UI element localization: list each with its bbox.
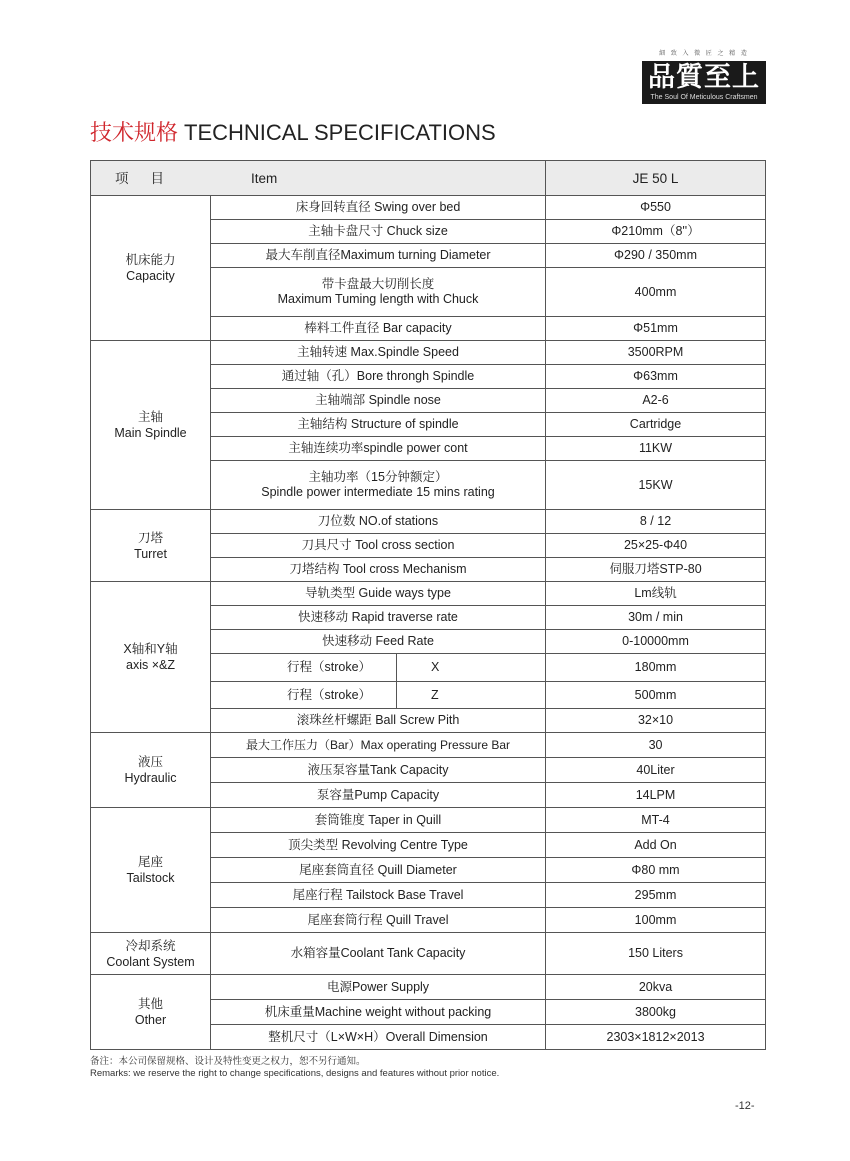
logo-main-text: 品質至上: [648, 62, 760, 93]
spec-label: [211, 268, 546, 317]
spec-label: 快速移动 Rapid traverse rate: [211, 606, 546, 630]
spec-label: 液压泵容量Tank Capacity: [211, 758, 546, 783]
category-cell: [91, 341, 211, 510]
spec-label: 刀具尺寸 Tool cross section: [211, 534, 546, 558]
category-cn: 液压: [137, 755, 163, 769]
spec-value: Φ290 / 350mm: [546, 244, 766, 268]
spec-value: 3500RPM: [546, 341, 766, 365]
category-cn: 冷却系统: [125, 938, 176, 953]
spec-label: 电源Power Supply: [211, 975, 546, 1000]
table-row: [91, 733, 766, 758]
page-title-cn: 技术规格: [90, 121, 179, 146]
spec-value: 2303×1812×2013: [546, 1025, 766, 1050]
spec-value: A2-6: [546, 389, 766, 413]
category-en: Capacity: [126, 269, 175, 283]
category-cn: 主轴: [137, 410, 163, 424]
spec-value: 150 Liters: [546, 933, 766, 975]
spec-axis: X: [397, 654, 546, 682]
spec-value: 8 / 12: [546, 510, 766, 534]
spec-label-line1: 主轴功率（15分钟额定）: [308, 470, 448, 484]
spec-label-line1: 带卡盘最大切削长度: [321, 277, 435, 291]
spec-label: 刀塔结构 Tool cross Mechanism: [211, 558, 546, 582]
spec-label: 主轴转速 Max.Spindle Speed: [211, 341, 546, 365]
spec-label: 棒料工件直径 Bar capacity: [211, 317, 546, 341]
page-number: -12-: [735, 1100, 755, 1112]
category-cell: [91, 733, 211, 808]
spec-value: 400mm: [546, 268, 766, 317]
spec-value: 15KW: [546, 461, 766, 510]
spec-value: Φ63mm: [546, 365, 766, 389]
spec-label: 主轴端部 Spindle nose: [211, 389, 546, 413]
spec-label: 套筒锥度 Taper in Quill: [211, 808, 546, 833]
spec-value: Φ550: [546, 196, 766, 220]
table-row: [91, 975, 766, 1000]
brand-logo: [642, 50, 766, 104]
spec-label: 泵容量Pump Capacity: [211, 783, 546, 808]
category-cell: [91, 510, 211, 582]
spec-value: 40Liter: [546, 758, 766, 783]
spec-value: Add On: [546, 833, 766, 858]
spec-label: 水箱容量Coolant Tank Capacity: [211, 933, 546, 975]
spec-value: 伺服刀塔STP-80: [546, 558, 766, 582]
spec-value: Φ210mm（8''）: [546, 220, 766, 244]
spec-value: 3800kg: [546, 1000, 766, 1025]
spec-label: 主轴结构 Structure of spindle: [211, 413, 546, 437]
spec-value: 30m / min: [546, 606, 766, 630]
spec-value: 295mm: [546, 883, 766, 908]
table-row: [91, 808, 766, 833]
category-en: axis ×&Z: [126, 658, 175, 672]
header-model: JE 50 L: [546, 161, 766, 196]
spec-label: 滚珠丝杆螺距 Ball Screw Pith: [211, 709, 546, 733]
category-en: Coolant System: [106, 954, 195, 969]
remarks-en: Remarks: we reserve the right to change specifications, designs and features without prior notice.: [90, 1068, 500, 1079]
spec-value: 14LPM: [546, 783, 766, 808]
spec-value: 500mm: [546, 682, 766, 709]
category-en: Hydraulic: [124, 771, 177, 785]
table-row: [91, 582, 766, 606]
table-row: [91, 341, 766, 365]
spec-label: 刀位数 NO.of stations: [211, 510, 546, 534]
spec-value: 180mm: [546, 654, 766, 682]
spec-label: 尾座套筒行程 Quill Travel: [211, 908, 546, 933]
category-en: Main Spindle: [114, 426, 187, 440]
spec-value: 20kva: [546, 975, 766, 1000]
spec-axis: Z: [397, 682, 546, 709]
spec-label: 导轨类型 Guide ways type: [211, 582, 546, 606]
spec-value: Cartridge: [546, 413, 766, 437]
table-header-row: [91, 161, 766, 196]
spec-label: 尾座套筒直径 Quill Diameter: [211, 858, 546, 883]
spec-value: 0-10000mm: [546, 630, 766, 654]
spec-label: 快速移动 Feed Rate: [211, 630, 546, 654]
category-cn: 机床能力: [125, 253, 176, 267]
spec-value: 100mm: [546, 908, 766, 933]
spec-value: Φ80 mm: [546, 858, 766, 883]
category-cn: 其他: [137, 997, 163, 1011]
category-cell: [91, 196, 211, 341]
category-en: Tailstock: [126, 871, 175, 885]
page-title: [90, 118, 496, 149]
remarks: [90, 1056, 499, 1080]
category-en: Turret: [134, 546, 167, 561]
spec-label: 行程（stroke）: [211, 654, 397, 682]
category-cell: [91, 808, 211, 933]
spec-label: 机床重量Machine weight without packing: [211, 1000, 546, 1025]
spec-table: [90, 160, 766, 1050]
category-cell: [91, 582, 211, 733]
spec-value: Φ51mm: [546, 317, 766, 341]
spec-label: 主轴卡盘尺寸 Chuck size: [211, 220, 546, 244]
header-col-cn: 项目: [115, 170, 186, 186]
category-cn: X轴和Y轴: [123, 642, 178, 656]
remarks-cn: 备注：本公司保留规格、设计及特性变更之权力，恕不另行通知。: [90, 1056, 366, 1067]
spec-label: 主轴连续功率spindle power cont: [211, 437, 546, 461]
spec-value: 32×10: [546, 709, 766, 733]
category-cn: 尾座: [137, 855, 163, 869]
category-en: Other: [134, 1013, 167, 1027]
logo-subtitle: The Soul Of Meticulous Craftsmen: [650, 94, 758, 101]
spec-label: 最大车削直径Maximum turning Diameter: [211, 244, 546, 268]
category-cell: [91, 933, 211, 975]
header-item-cell: [91, 161, 546, 196]
page-title-en: TECHNICAL SPECIFICATIONS: [184, 120, 496, 145]
header-col-en: Item: [251, 170, 278, 186]
spec-label: 床身回转直径 Swing over bed: [211, 196, 546, 220]
spec-label: 顶尖类型 Revolving Centre Type: [211, 833, 546, 858]
spec-label: [211, 461, 546, 510]
spec-value: MT-4: [546, 808, 766, 833]
table-row: [91, 510, 766, 534]
spec-label-line2: Spindle power intermediate 15 mins rating: [261, 485, 495, 499]
category-cell: [91, 975, 211, 1050]
spec-label: 通过轴（孔）Bore throngh Spindle: [211, 365, 546, 389]
spec-label: 行程（stroke）: [211, 682, 397, 709]
table-row: [91, 196, 766, 220]
spec-label: 尾座行程 Tailstock Base Travel: [211, 883, 546, 908]
table-row: [91, 933, 766, 975]
logo-tagline: 細 致 入 微 匠 之 精 造: [659, 51, 749, 57]
spec-value: 11KW: [546, 437, 766, 461]
spec-value: 25×25-Φ40: [546, 534, 766, 558]
category-cn: 刀塔: [137, 530, 163, 545]
spec-value: Lm线轨: [546, 582, 766, 606]
spec-label-line2: Maximum Tuming length with Chuck: [277, 292, 479, 306]
spec-value: 30: [546, 733, 766, 758]
spec-label: 整机尺寸（L×W×H）Overall Dimension: [211, 1025, 546, 1050]
spec-label: 最大工作压力（Bar）Max operating Pressure Bar: [211, 733, 546, 758]
logo-box: [642, 61, 766, 104]
